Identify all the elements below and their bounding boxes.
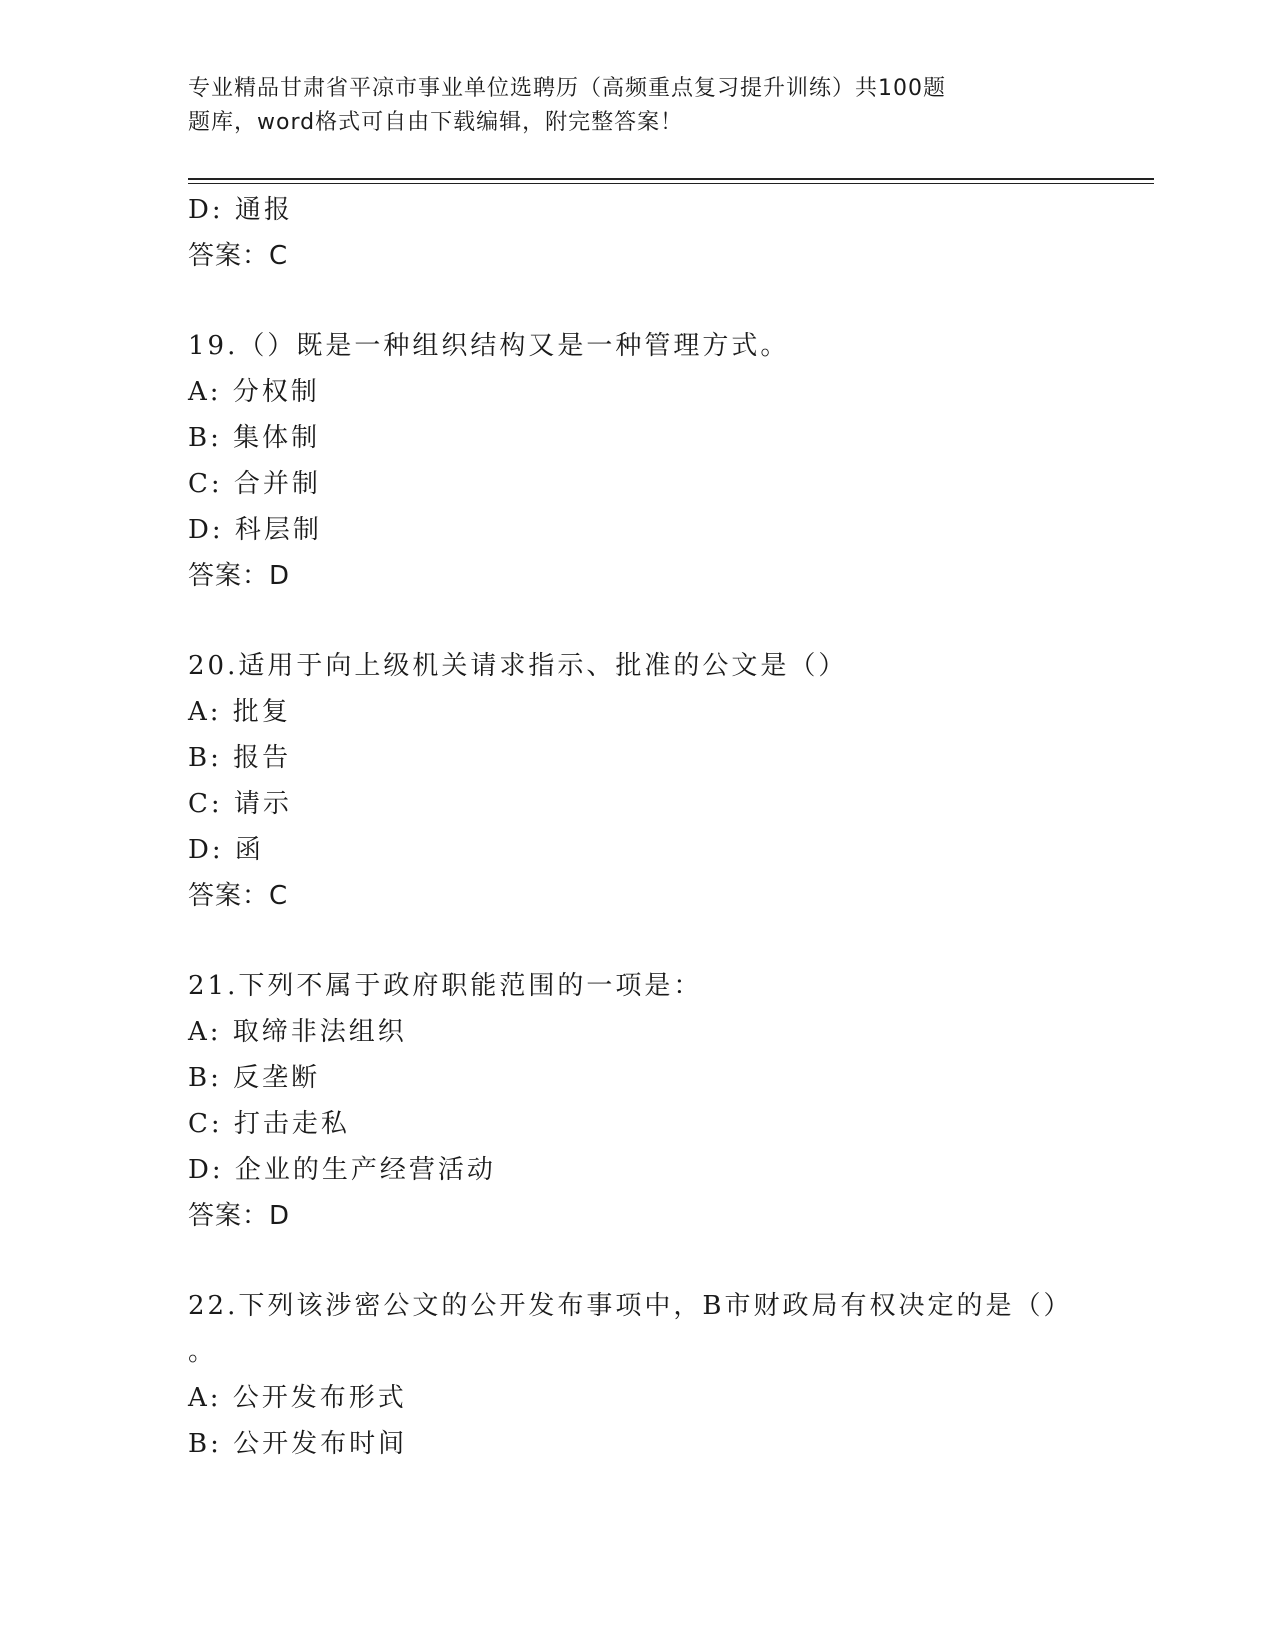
question-stem: 19.（）既是一种组织结构又是一种管理方式。 [188,331,790,361]
question-stem: 20.适用于向上级机关请求指示、批准的公文是（） [188,651,848,681]
option-b: B: 集体制 [188,423,321,453]
spacer [188,279,1148,323]
question-19 [188,323,1148,599]
question-18-tail [188,187,1148,279]
header-title-line-2: 题库，word格式可自由下载编辑，附完整答案！ [188,110,684,135]
question-stem: 21.下列不属于政府职能范围的一项是： [188,971,703,1001]
option-a: A: 取缔非法组织 [188,1017,407,1047]
header-divider-thin [188,183,1154,184]
option-b: B: 反垄断 [188,1063,321,1093]
question-20 [188,643,1148,919]
spacer [188,919,1148,963]
page-header [188,72,1008,140]
option-a: A: 公开发布形式 [188,1383,407,1413]
question-stem-continuation: 。 [188,1337,218,1367]
question-21 [188,963,1148,1239]
header-title-line-1: 专业精品甘肃省平凉市事业单位选聘历（高频重点复习提升训练）共100题 [188,76,946,101]
option-c: C: 打击走私 [188,1109,350,1139]
option-d: D: 企业的生产经营活动 [188,1155,496,1185]
option-a: A: 批复 [188,697,291,727]
option-c: C: 请示 [188,789,292,819]
answer-line: 答案：D [188,561,291,591]
option-d: D: 函 [188,835,264,865]
question-list [188,187,1148,1467]
answer-line: 答案：C [188,241,289,271]
option-b: B: 报告 [188,743,292,773]
option-d: D: 科层制 [188,515,322,545]
option-c: C: 合并制 [188,469,321,499]
spacer [188,1239,1148,1283]
answer-line: 答案：D [188,1201,291,1231]
option-d: D: 通报 [188,195,293,225]
option-b: B: 公开发布时间 [188,1429,408,1459]
option-a: A: 分权制 [188,377,320,407]
spacer [188,599,1148,643]
question-22 [188,1283,1148,1467]
answer-line: 答案：C [188,881,289,911]
question-stem: 22.下列该涉密公文的公开发布事项中，B市财政局有权决定的是（） [188,1291,1073,1321]
header-divider-thick [188,178,1154,180]
